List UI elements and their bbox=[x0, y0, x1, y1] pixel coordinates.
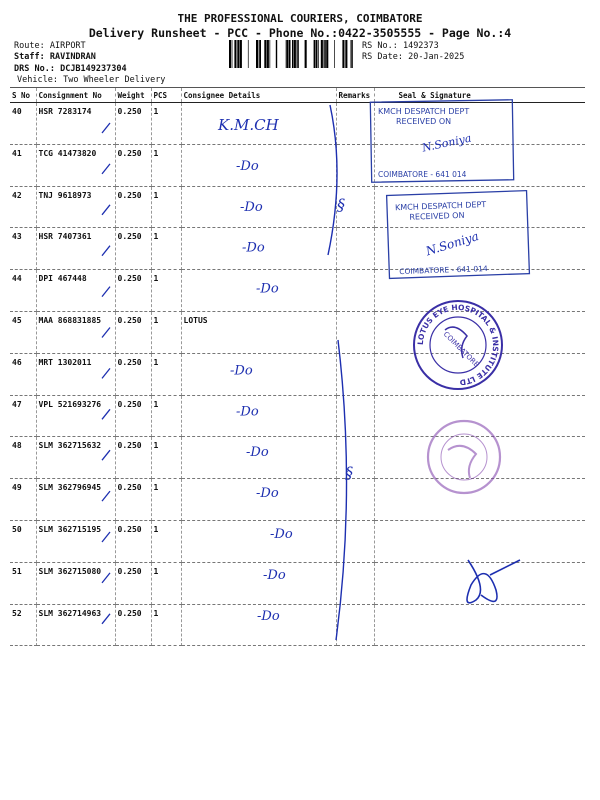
row-remarks bbox=[336, 562, 374, 604]
table-row bbox=[10, 353, 585, 395]
barcode-bar bbox=[326, 40, 328, 68]
staff-label: Staff: bbox=[14, 52, 45, 62]
col-consignment: Consignment No bbox=[36, 88, 115, 103]
row-consignment-no: SLM 362715080 bbox=[36, 562, 115, 604]
row-remarks bbox=[336, 103, 374, 145]
row-sno: 43 bbox=[10, 228, 36, 270]
table-row bbox=[10, 186, 585, 228]
barcode-bar bbox=[265, 40, 266, 68]
barcode-bar bbox=[276, 40, 277, 68]
ditto-mark: -Do bbox=[230, 363, 253, 379]
row-sno: 44 bbox=[10, 270, 36, 312]
table-row bbox=[10, 562, 585, 604]
row-consignee bbox=[181, 186, 336, 228]
barcode-bar bbox=[321, 40, 323, 68]
row-pcs: 1 bbox=[151, 562, 181, 604]
row-remarks bbox=[336, 270, 374, 312]
kmch2-line1: KMCH DESPATCH DEPT bbox=[394, 200, 487, 213]
row-consignee bbox=[181, 353, 336, 395]
col-remarks: Remarks bbox=[336, 88, 374, 103]
barcode-bar bbox=[294, 40, 296, 68]
row-pcs: 1 bbox=[151, 311, 181, 353]
drs-value: DCJB149237304 bbox=[60, 64, 127, 74]
ditto-mark: -Do bbox=[246, 445, 269, 461]
barcode-bar bbox=[292, 40, 293, 68]
row-weight: 0.250 bbox=[115, 353, 151, 395]
row-sno: 48 bbox=[10, 437, 36, 479]
rs-date-line bbox=[362, 52, 464, 62]
route-line bbox=[14, 41, 86, 51]
table-row bbox=[10, 604, 585, 646]
table-row bbox=[10, 228, 585, 270]
row-sno: 40 bbox=[10, 103, 36, 145]
row-remarks bbox=[336, 437, 374, 479]
row-sno: 45 bbox=[10, 311, 36, 353]
barcode-bar bbox=[267, 40, 269, 68]
row-seal bbox=[374, 479, 585, 521]
row-consignee bbox=[181, 228, 336, 270]
row-consignment-no: DPI 467448 bbox=[36, 270, 115, 312]
rs-date-label: RS Date: bbox=[362, 52, 403, 62]
kmch2-signature: N.Soniya bbox=[424, 229, 481, 259]
vehicle-value: Two Wheeler Delivery bbox=[63, 75, 166, 85]
col-weight: Weight bbox=[115, 88, 151, 103]
row-weight: 0.250 bbox=[115, 103, 151, 145]
row-weight: 0.250 bbox=[115, 520, 151, 562]
barcode-bar bbox=[286, 40, 287, 68]
table-row bbox=[10, 311, 585, 353]
row-consignment-no: MAA 868831885 bbox=[36, 311, 115, 353]
rs-date-value: 20-Jan-2025 bbox=[408, 52, 465, 62]
row-sno: 42 bbox=[10, 186, 36, 228]
barcode-bar bbox=[259, 40, 260, 68]
table-row bbox=[10, 520, 585, 562]
barcode-bar bbox=[260, 40, 261, 68]
barcode-bar bbox=[342, 40, 344, 68]
row-pcs: 1 bbox=[151, 144, 181, 186]
row-sno: 49 bbox=[10, 479, 36, 521]
row-consignee bbox=[181, 520, 336, 562]
row40-consignee-handwriting: K.M.CH bbox=[218, 116, 279, 134]
row-remarks bbox=[336, 395, 374, 437]
barcode-bar bbox=[238, 40, 239, 68]
row-sno: 50 bbox=[10, 520, 36, 562]
drs-label: DRS No.: bbox=[14, 64, 55, 74]
kmch2-line2: RECEIVED ON bbox=[409, 210, 465, 222]
table-row bbox=[10, 270, 585, 312]
row-weight: 0.250 bbox=[115, 270, 151, 312]
row-seal bbox=[374, 604, 585, 646]
ditto-mark: -Do bbox=[236, 158, 259, 174]
drs-line bbox=[14, 64, 127, 74]
barcode-bar bbox=[345, 40, 346, 68]
barcode-bar bbox=[314, 40, 315, 68]
row-consignee bbox=[181, 562, 336, 604]
row-pcs: 1 bbox=[151, 520, 181, 562]
lotus-stamp-center: COIMBATORE bbox=[441, 330, 481, 369]
row-weight: 0.250 bbox=[115, 395, 151, 437]
row-weight: 0.250 bbox=[115, 562, 151, 604]
ditto-mark: -Do bbox=[256, 281, 279, 297]
company-title: THE PROFESSIONAL COURIERS, COIMBATORE bbox=[177, 12, 423, 25]
row-consignment-no: SLM 362715195 bbox=[36, 520, 115, 562]
rs-no-label: RS No.: bbox=[362, 41, 398, 51]
barcode-bar bbox=[248, 40, 249, 68]
row-seal bbox=[374, 395, 585, 437]
row-consignee bbox=[181, 103, 336, 145]
row-sno: 52 bbox=[10, 604, 36, 646]
barcode-bar bbox=[264, 40, 265, 68]
barcode-bar bbox=[324, 40, 325, 68]
runsheet-subtitle: Delivery Runsheet - PCC - Phone No.:0422-3505555 - Page No.:4 bbox=[88, 26, 512, 40]
row-consignment-no: HSR 7283174 bbox=[36, 103, 115, 145]
row-consignment-no: TCG 41473820 bbox=[36, 144, 115, 186]
rs-no-value: 1492373 bbox=[402, 41, 439, 51]
row-seal bbox=[374, 562, 585, 604]
barcode-bar bbox=[229, 40, 231, 68]
row-pcs: 1 bbox=[151, 437, 181, 479]
rs-no-line bbox=[362, 41, 439, 51]
lotus-stamp-text: LOTUS EYE HOSPITAL & INSTITUTE LTD bbox=[415, 302, 501, 388]
barcode-bar bbox=[256, 40, 258, 68]
row-consignee: LOTUS bbox=[181, 311, 336, 353]
row-pcs: 1 bbox=[151, 395, 181, 437]
row-remarks bbox=[336, 186, 374, 228]
row-seal bbox=[374, 520, 585, 562]
row-remarks bbox=[336, 228, 374, 270]
barcode-bar bbox=[305, 40, 307, 68]
barcode-bar bbox=[318, 40, 319, 68]
row-remarks bbox=[336, 520, 374, 562]
row-remarks bbox=[336, 353, 374, 395]
ditto-mark: -Do bbox=[242, 240, 265, 256]
row-sno: 41 bbox=[10, 144, 36, 186]
row-seal bbox=[374, 144, 585, 186]
table-row bbox=[10, 479, 585, 521]
row-weight: 0.250 bbox=[115, 479, 151, 521]
row-weight: 0.250 bbox=[115, 311, 151, 353]
row-consignee bbox=[181, 395, 336, 437]
barcode-bar bbox=[232, 40, 233, 68]
table-header-row bbox=[10, 88, 585, 103]
barcode-bar bbox=[297, 40, 298, 68]
row-consignee bbox=[181, 437, 336, 479]
ditto-mark: -Do bbox=[256, 486, 279, 502]
row-pcs: 1 bbox=[151, 228, 181, 270]
runsheet-table bbox=[10, 87, 585, 646]
barcode-bar bbox=[334, 40, 335, 68]
col-sno: S No bbox=[10, 88, 36, 103]
kmch1-city: COIMBATORE - 641 014 bbox=[378, 170, 467, 179]
barcode-bar bbox=[270, 40, 271, 68]
col-pcs: PCS bbox=[151, 88, 181, 103]
row-consignment-no: MRT 1302011 bbox=[36, 353, 115, 395]
row-seal bbox=[374, 228, 585, 270]
ditto-mark: -Do bbox=[236, 404, 259, 420]
row-seal bbox=[374, 270, 585, 312]
row-sno: 51 bbox=[10, 562, 36, 604]
row-pcs: 1 bbox=[151, 479, 181, 521]
row-consignee bbox=[181, 604, 336, 646]
row-sno: 46 bbox=[10, 353, 36, 395]
barcode-bar bbox=[297, 40, 298, 68]
row-seal bbox=[374, 103, 585, 145]
row-consignment-no: SLM 362714963 bbox=[36, 604, 115, 646]
kmch1-signature: N.Soniya bbox=[420, 131, 473, 155]
row-remarks bbox=[336, 311, 374, 353]
barcode-bar bbox=[234, 40, 236, 68]
row-pcs: 1 bbox=[151, 270, 181, 312]
row-remarks bbox=[336, 604, 374, 646]
barcode-bar bbox=[237, 40, 238, 68]
row-weight: 0.250 bbox=[115, 437, 151, 479]
table-row bbox=[10, 144, 585, 186]
barcode-bar bbox=[351, 40, 352, 68]
barcode-bar bbox=[287, 40, 288, 68]
row-pcs: 1 bbox=[151, 103, 181, 145]
remarks-mark-1: § bbox=[337, 195, 345, 214]
row-weight: 0.250 bbox=[115, 186, 151, 228]
row-seal bbox=[374, 186, 585, 228]
vehicle-label: Vehicle: bbox=[17, 75, 58, 85]
row-remarks bbox=[336, 144, 374, 186]
table-row bbox=[10, 395, 585, 437]
col-seal: Seal & Signature bbox=[374, 88, 585, 103]
ditto-mark: -Do bbox=[240, 199, 263, 215]
row-pcs: 1 bbox=[151, 186, 181, 228]
row-pcs: 1 bbox=[151, 604, 181, 646]
kmch1-line1: KMCH DESPATCH DEPT bbox=[378, 107, 470, 116]
row-pcs: 1 bbox=[151, 353, 181, 395]
row-seal bbox=[374, 311, 585, 353]
row-consignment-no: VPL 521693276 bbox=[36, 395, 115, 437]
vehicle-line bbox=[17, 75, 165, 85]
drs-barcode bbox=[229, 40, 353, 68]
remarks-mark-2: § bbox=[345, 463, 353, 482]
row-consignee bbox=[181, 270, 336, 312]
table-row bbox=[10, 103, 585, 145]
barcode-bar bbox=[351, 40, 352, 68]
row-seal bbox=[374, 437, 585, 479]
row-consignee bbox=[181, 144, 336, 186]
ditto-mark: -Do bbox=[257, 608, 280, 624]
table-body bbox=[10, 103, 585, 646]
barcode-bar bbox=[346, 40, 347, 68]
row-weight: 0.250 bbox=[115, 144, 151, 186]
ditto-mark: -Do bbox=[270, 527, 293, 542]
row-sno: 47 bbox=[10, 395, 36, 437]
barcode-bar bbox=[324, 40, 325, 68]
kmch2-city: COIMBATORE - 641 014 bbox=[399, 264, 488, 277]
row-seal bbox=[374, 353, 585, 395]
row-consignment-no: HSR 7407361 bbox=[36, 228, 115, 270]
barcode-bar bbox=[315, 40, 317, 68]
row-consignment-no: SLM 362715632 bbox=[36, 437, 115, 479]
kmch1-line2: RECEIVED ON bbox=[396, 117, 452, 126]
staff-line bbox=[14, 52, 96, 62]
row-weight: 0.250 bbox=[115, 228, 151, 270]
row-consignment-no: TNJ 9618973 bbox=[36, 186, 115, 228]
route-value: AIRPORT bbox=[49, 41, 86, 51]
row-consignee bbox=[181, 479, 336, 521]
barcode-bar bbox=[288, 40, 290, 68]
barcode-bar bbox=[240, 40, 242, 68]
ditto-mark: -Do bbox=[263, 567, 286, 583]
col-consignee: Consignee Details bbox=[181, 88, 336, 103]
row-weight: 0.250 bbox=[115, 604, 151, 646]
table-row bbox=[10, 437, 585, 479]
staff-value: RAVINDRAN bbox=[49, 52, 96, 62]
row-consignment-no: SLM 362796945 bbox=[36, 479, 115, 521]
route-label: Route: bbox=[14, 41, 45, 51]
row-remarks bbox=[336, 479, 374, 521]
